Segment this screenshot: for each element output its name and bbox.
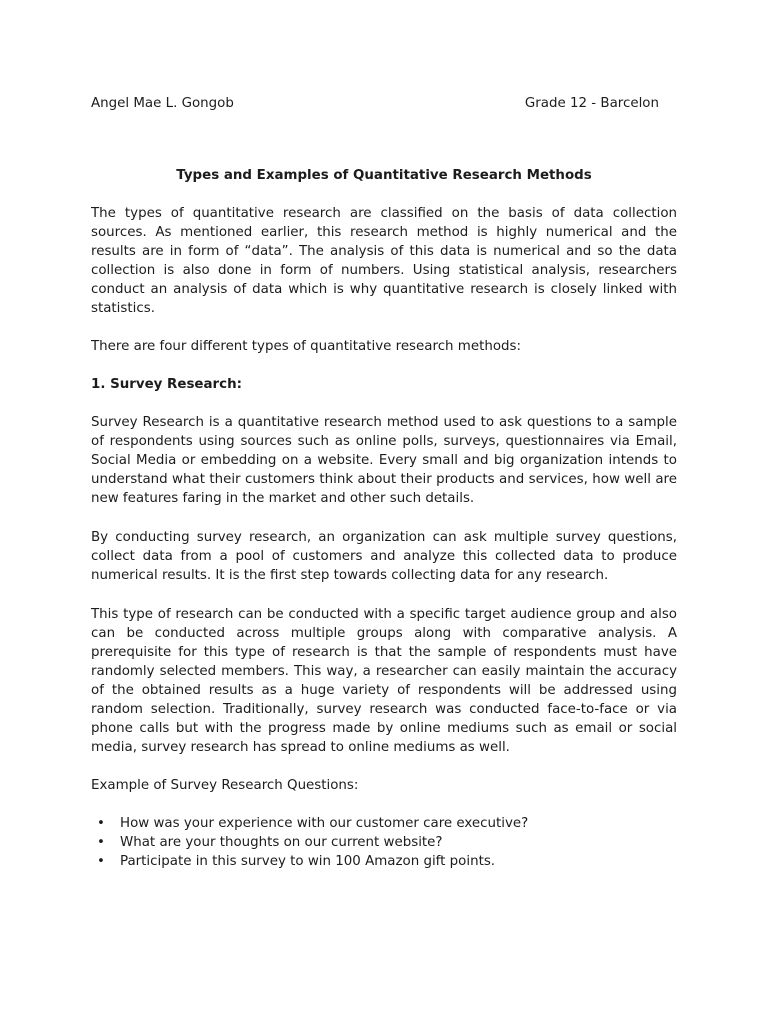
list-item-text: Participate in this survey to win 100 Amazon gift points. [120,854,496,869]
four-types-paragraph: There are four different types of quantitative research methods: [91,339,521,354]
document-page [91,94,677,871]
list-item [91,814,677,833]
bullet-icon: • [97,816,105,831]
list-item [91,833,677,852]
grade-section: Grade 12 - Barcelon [524,96,659,111]
section-heading-survey: 1. Survey Research: [91,377,242,392]
bullet-icon: • [97,854,105,869]
intro-paragraph: The types of quantitative research are classified on the basis of data collection sources. As mentioned earlier, this research method is highly numerical and the results are in form of “data”. The analysis of this data is numerical and so the data collection is also done in form of numbers. Using statistical analysis, researchers conduct an analysis of data which is why quantitative research is closely linked with statistics. [91,206,677,316]
list-item-text: How was your experience with our customer care executive? [120,816,529,831]
survey-paragraph-1: Survey Research is a quantitative research method used to ask questions to a sample of respondents using sources such as online polls, surveys, questionnaires via Email, Social Media or embedding on a website. Every small and big organization intends to understand what their customers think about their products and services, how well are new features faring in the market and other such details. [91,415,677,506]
list-item-text: What are your thoughts on our current website? [120,835,443,850]
survey-paragraph-3: This type of research can be conducted with a specific target audience group and also can be conducted across multiple groups along with comparative analysis. A prerequisite for this type of research is that the sample of respondents must have randomly selected members. This way, a researcher can easily maintain the accuracy of the obtained results as a huge variety of respondents will be addressed using random selection. Traditionally, survey research was conducted face-to-face or via phone calls but with the progress made by online mediums such as email or social media, survey research has spread to online mediums as well. [91,607,677,755]
list-item [91,852,677,871]
bullet-icon: • [97,835,105,850]
example-question-list [91,814,677,871]
document-title: Types and Examples of Quantitative Research Methods [176,168,592,183]
example-label: Example of Survey Research Questions: [91,778,359,793]
author-name: Angel Mae L. Gongob [91,96,234,111]
document-header [91,94,659,113]
survey-paragraph-2: By conducting survey research, an organization can ask multiple survey questions, collect data from a pool of customers and analyze this collected data to produce numerical results. It is the first step towards collecting data for any research. [91,530,677,583]
